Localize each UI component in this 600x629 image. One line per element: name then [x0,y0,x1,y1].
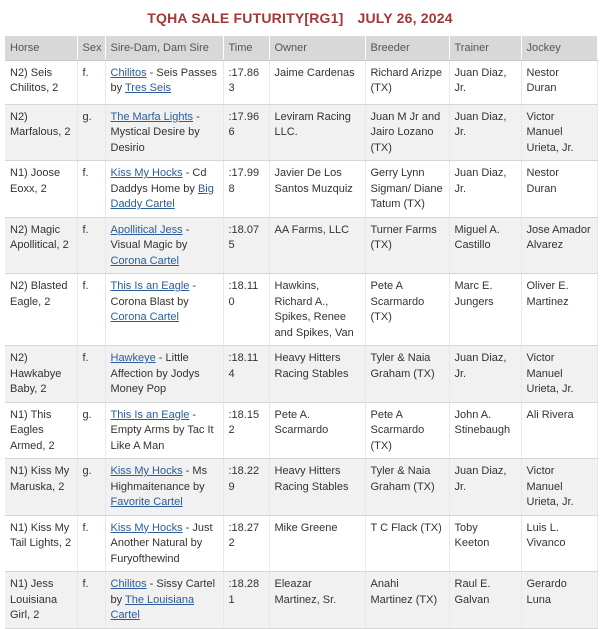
jockey-cell: Victor Manuel Urieta, Jr. [521,104,597,161]
breeder-cell: T C Flack (TX) [365,515,449,572]
sire-dam-cell [105,459,223,516]
trainer-cell: Juan Diaz, Jr. [449,104,521,161]
table-row [5,217,597,274]
dam-text: - Cd Daddys Home by [110,167,207,195]
horse-cell: N2) Marfalous, 2 [5,104,77,161]
column-header-sex: Sex [77,36,105,60]
sire-link[interactable]: Hawkeye [110,352,156,364]
horse-cell: N2) Magic Apollitical, 2 [5,217,77,274]
sire-dam-cell [105,515,223,572]
column-header-jockey: Jockey [521,36,597,60]
dam-text: - Little Affection by Jodys Money Pop [110,352,200,395]
race-date: JULY 26, 2024 [357,10,453,26]
sire-dam-cell [105,217,223,274]
owner-cell: Leviram Racing LLC. [269,104,365,161]
breeder-cell: Tyler & Naia Graham (TX) [365,346,449,403]
breeder-cell: Anahi Martinez (TX) [365,572,449,629]
time-cell: :18.152 [223,402,269,459]
table-row [5,346,597,403]
trainer-cell: John A. Stinebaugh [449,402,521,459]
dam-sire-link[interactable]: The Louisiana Cartel [110,593,195,621]
breeder-cell: Pete A Scarmardo (TX) [365,402,449,459]
dam-sire-link[interactable]: Corona Cartel [110,254,179,267]
owner-cell: Heavy Hitters Racing Stables [269,346,365,403]
dam-sire-link[interactable]: Big Daddy Cartel [110,182,214,210]
jockey-cell: Nestor Duran [521,60,597,104]
sex-cell: f. [77,572,105,629]
breeder-cell: Pete A Scarmardo (TX) [365,274,449,346]
sex-cell: f. [77,60,105,104]
horse-cell: N2) Seis Chilitos, 2 [5,60,77,104]
dam-text: - Visual Magic by [110,223,190,251]
time-cell: :17.863 [223,60,269,104]
time-cell: :18.114 [223,346,269,403]
sire-link[interactable]: Kiss My Hocks [110,465,183,477]
dam-text: - Seis Passes by [110,66,217,94]
sire-link[interactable]: Apollitical Jess [110,223,183,236]
trainer-cell: Raul E. Galvan [449,572,521,629]
dam-text: - Ms Highmaitenance by [110,465,208,493]
owner-cell: AA Farms, LLC [269,217,365,274]
horse-cell: N1) Jess Louisiana Girl, 2 [5,572,77,629]
breeder-cell: Juan M Jr and Jairo Lozano (TX) [365,104,449,161]
dam-text: - Empty Arms by Tac It Like A Man [110,408,214,452]
dam-sire-link[interactable]: Favorite Cartel [110,496,183,508]
column-header-time: Time [223,36,269,60]
horse-cell: N1) Joose Eoxx, 2 [5,161,77,218]
jockey-cell: Gerardo Luna [521,572,597,629]
sire-link[interactable]: Kiss My Hocks [110,167,183,179]
dam-sire-link[interactable]: Tres Seis [124,82,172,94]
time-cell: :18.229 [223,459,269,516]
trainer-cell: Juan Diaz, Jr. [449,60,521,104]
table-row [5,104,597,161]
column-header-trainer: Trainer [449,36,521,60]
sex-cell: f. [77,346,105,403]
trainer-cell: Miguel A. Castillo [449,217,521,274]
race-title [0,8,600,28]
breeder-cell: Gerry Lynn Sigman/ Diane Tatum (TX) [365,161,449,218]
jockey-cell: Nestor Duran [521,161,597,218]
trainer-cell: Marc E. Jungers [449,274,521,346]
sex-cell: f. [77,161,105,218]
trainer-cell: Juan Diaz, Jr. [449,346,521,403]
sire-link[interactable]: This Is an Eagle [110,408,190,421]
dam-text: - Mystical Desire by Desirio [110,110,200,154]
dam-text: - Sissy Cartel by [110,578,216,606]
owner-cell: Javier De Los Santos Muzquiz [269,161,365,218]
horse-cell: N2) Hawkabye Baby, 2 [5,346,77,403]
sire-dam-cell [105,402,223,459]
trainer-cell: Toby Keeton [449,515,521,572]
horse-cell: N1) Kiss My Maruska, 2 [5,459,77,516]
table-row [5,161,597,218]
table-row [5,459,597,516]
table-row [5,274,597,346]
jockey-cell: Luis L. Vivanco [521,515,597,572]
time-cell: :17.966 [223,104,269,161]
breeder-cell: Tyler & Naia Graham (TX) [365,459,449,516]
time-cell: :18.281 [223,572,269,629]
header-row [5,36,597,60]
sex-cell: g. [77,459,105,516]
sire-dam-cell [105,60,223,104]
time-cell: :18.110 [223,274,269,346]
sire-link[interactable]: This Is an Eagle [110,280,190,292]
dam-text: - Corona Blast by [110,280,197,308]
sex-cell: f. [77,217,105,274]
sex-cell: g. [77,104,105,161]
column-header-horse: Horse [5,36,77,60]
sire-dam-cell [105,346,223,403]
time-cell: :18.075 [223,217,269,274]
sex-cell: f. [77,274,105,346]
dam-text: - Just Another Natural by Furyofthewind [110,521,213,565]
sire-dam-cell [105,274,223,346]
owner-cell: Hawkins, Richard A., Spikes, Renee and Spikes, Van [269,274,365,346]
table-row [5,572,597,629]
trainer-cell: Juan Diaz, Jr. [449,161,521,218]
sire-link[interactable]: The Marfa Lights [110,110,194,123]
sire-dam-cell [105,161,223,218]
sire-link[interactable]: Chilitos [110,578,147,590]
jockey-cell: Victor Manuel Urieta, Jr. [521,346,597,403]
horse-cell: N1) Kiss My Tail Lights, 2 [5,515,77,572]
horse-cell: N1) This Eagles Armed, 2 [5,402,77,459]
race-name: TQHA SALE FUTURITY[RG1] [147,10,344,26]
column-header-breeder: Breeder [365,36,449,60]
jockey-cell: Victor Manuel Urieta, Jr. [521,459,597,516]
owner-cell: Eleazar Martinez, Sr. [269,572,365,629]
time-cell: :18.272 [223,515,269,572]
trainer-cell: Juan Diaz, Jr. [449,459,521,516]
sex-cell: g. [77,402,105,459]
column-header-owner: Owner [269,36,365,60]
owner-cell: Mike Greene [269,515,365,572]
owner-cell: Heavy Hitters Racing Stables [269,459,365,516]
owner-cell: Jaime Cardenas [269,60,365,104]
jockey-cell: Ali Rivera [521,402,597,459]
sire-link[interactable]: Chilitos [110,66,147,79]
dam-sire-link[interactable]: Corona Cartel [110,311,179,323]
breeder-cell: Richard Arizpe (TX) [365,60,449,104]
sire-dam-cell [105,104,223,161]
jockey-cell: Jose Amador Alvarez [521,217,597,274]
table-row [5,402,597,459]
horse-cell: N2) Blasted Eagle, 2 [5,274,77,346]
results-table [5,36,598,629]
column-header-sire-dam: Sire-Dam, Dam Sire [105,36,223,60]
table-row [5,515,597,572]
time-cell: :17.998 [223,161,269,218]
owner-cell: Pete A. Scarmardo [269,402,365,459]
jockey-cell: Oliver E. Martinez [521,274,597,346]
sire-link[interactable]: Kiss My Hocks [110,521,183,534]
sire-dam-cell [105,572,223,629]
sex-cell: f. [77,515,105,572]
table-row [5,60,597,104]
breeder-cell: Turner Farms (TX) [365,217,449,274]
